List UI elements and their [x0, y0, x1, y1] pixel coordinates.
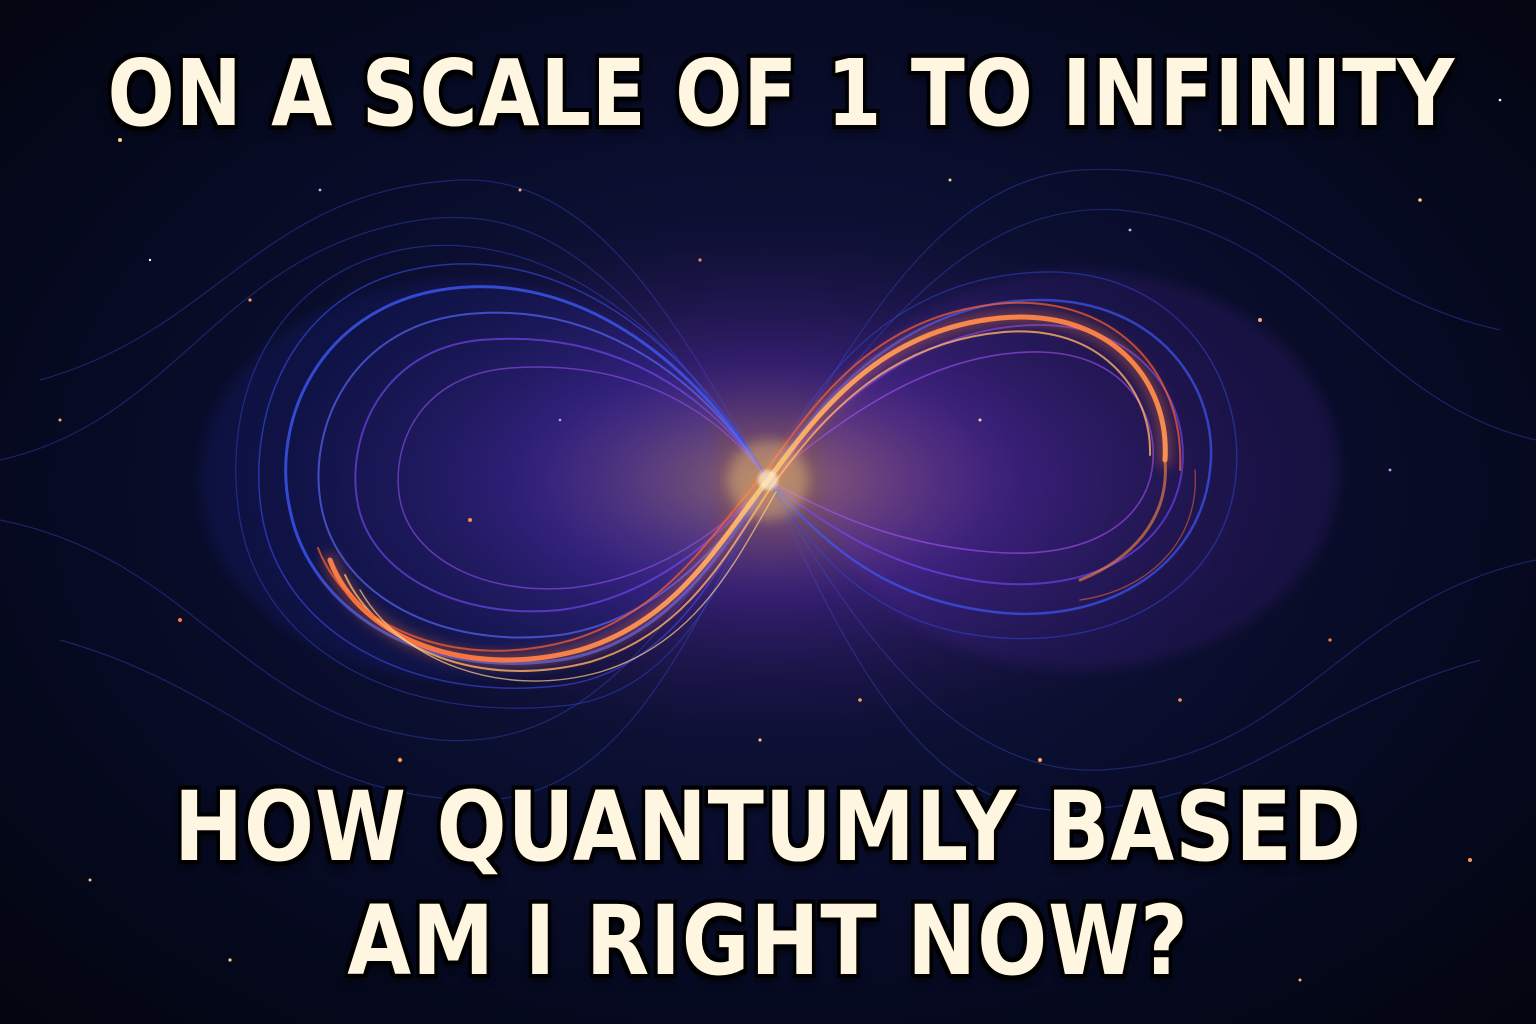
bottom-caption-line2: AM I RIGHT NOW? — [347, 885, 1189, 997]
bottom-caption-line1: HOW QUANTUMLY BASED — [173, 771, 1363, 883]
bottom-caption — [108, 770, 1429, 998]
top-caption: ON A SCALE OF 1 TO INFINITY — [107, 40, 1456, 147]
center-flare-core — [758, 470, 778, 490]
